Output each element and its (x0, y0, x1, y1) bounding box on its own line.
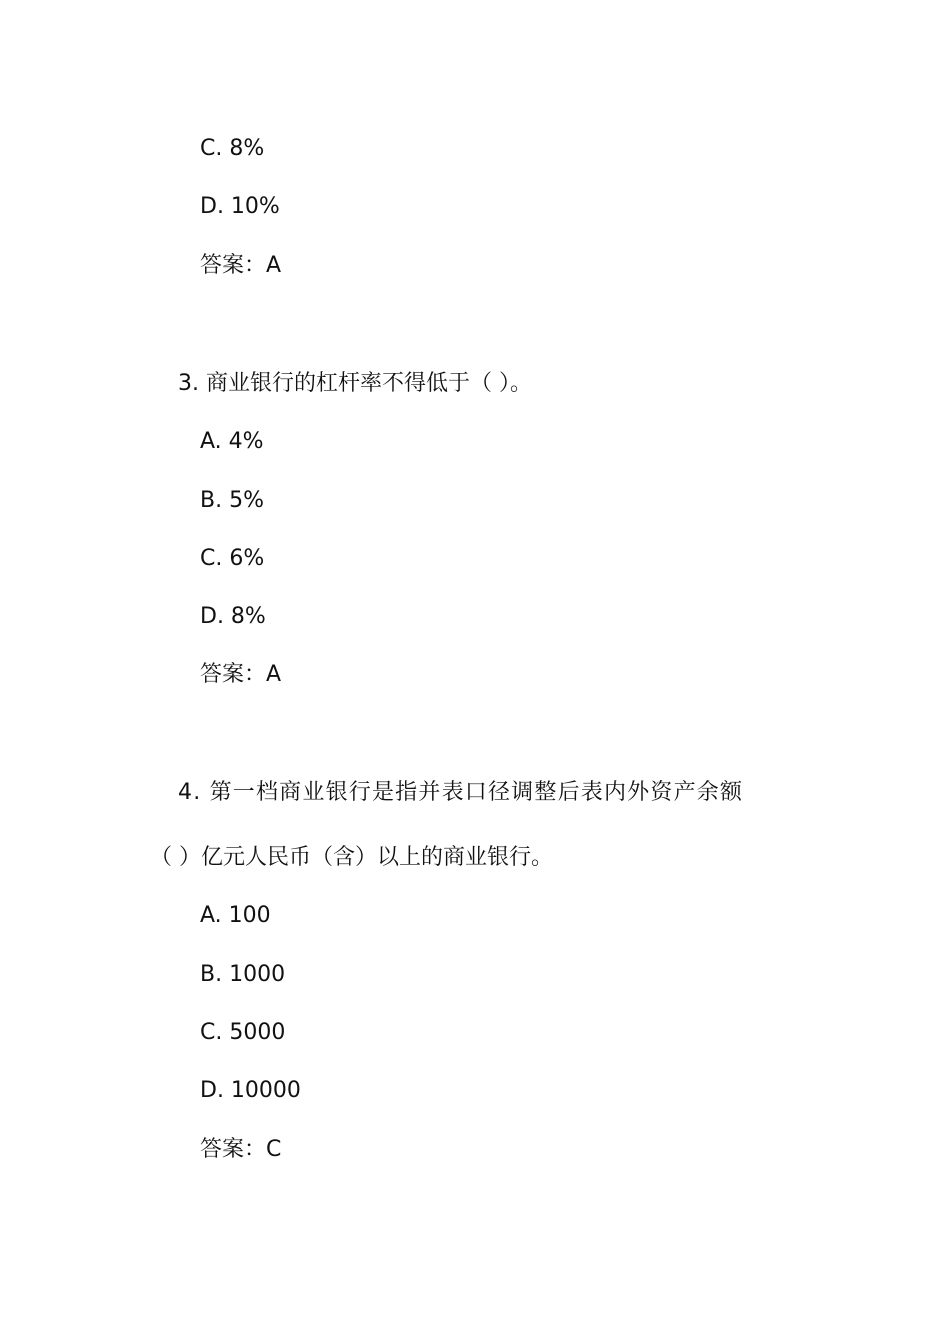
option-c: C. 8% (200, 136, 265, 161)
option-a: A. 4% (200, 429, 264, 454)
option-b: B. 5% (200, 488, 264, 513)
question-4-stem-line1: 4. 第一档商业银行是指并表口径调整后表内外资产余额 (178, 780, 744, 805)
option-a: A. 100 (200, 903, 271, 928)
option-b: B. 1000 (200, 962, 286, 987)
option-d: D. 10% (200, 194, 280, 219)
answer: 答案：C (200, 1137, 282, 1162)
option-d: D. 10000 (200, 1078, 301, 1103)
option-c: C. 6% (200, 546, 265, 571)
answer: 答案：A (200, 662, 282, 687)
question-4-stem-line2: （ ）亿元人民币（含）以上的商业银行。 (150, 845, 553, 870)
option-d: D. 8% (200, 604, 266, 629)
answer: 答案：A (200, 253, 282, 278)
question-3-stem: 3. 商业银行的杠杆率不得低于（ ）。 (178, 371, 532, 396)
option-c: C. 5000 (200, 1020, 286, 1045)
